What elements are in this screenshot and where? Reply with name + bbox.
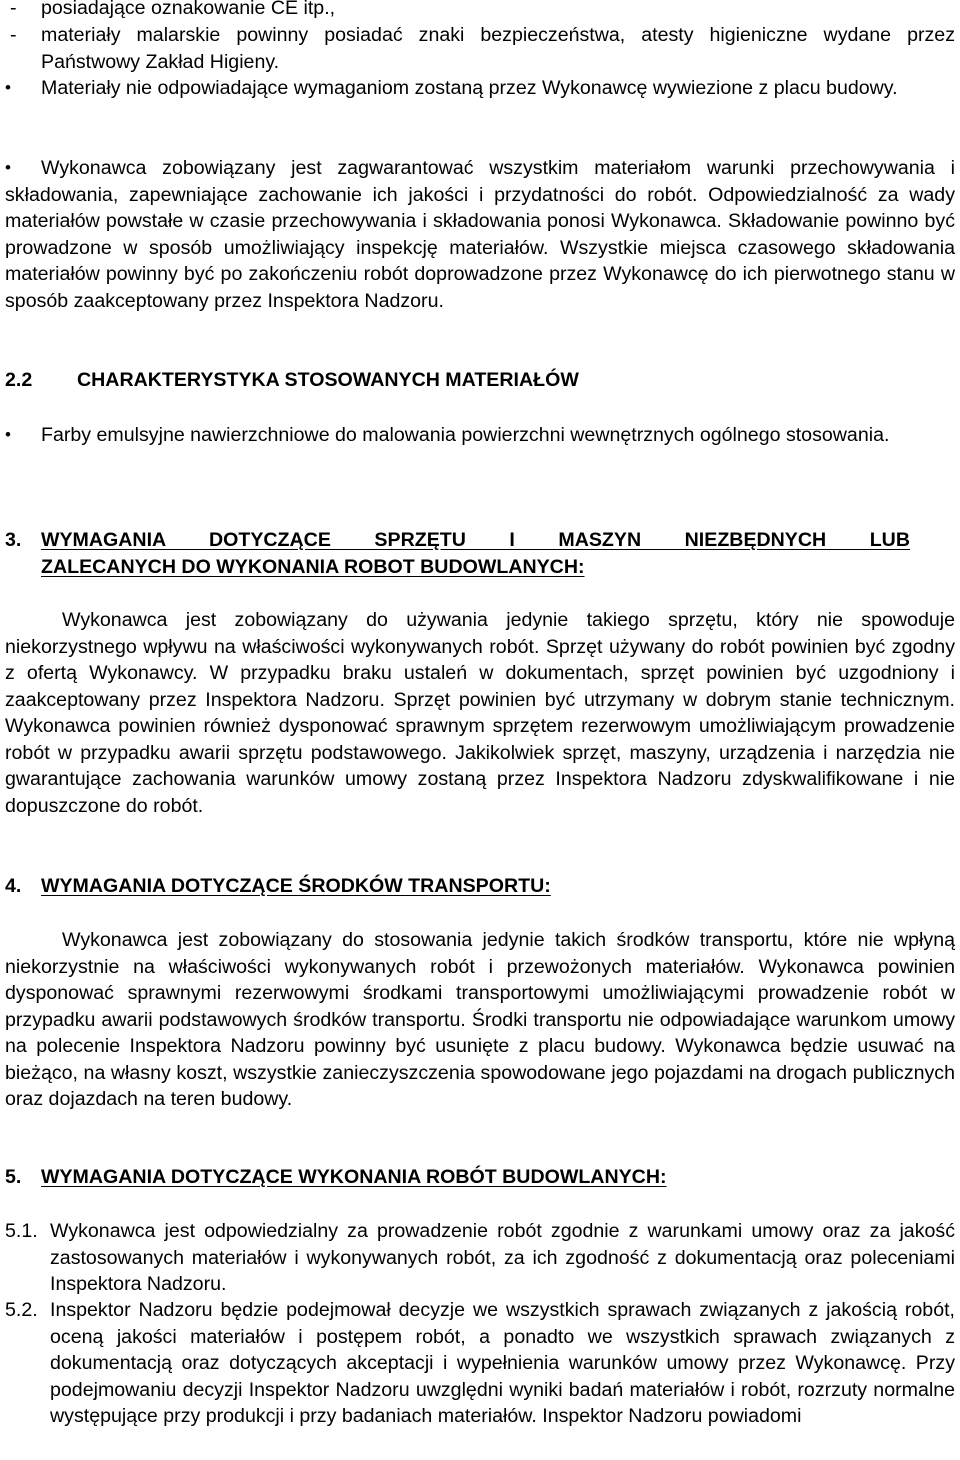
dash-marker: - (10, 0, 17, 19)
bullet-item (5, 75, 955, 102)
list-item (10, 0, 955, 22)
dash-marker: - (10, 24, 17, 46)
bullet-item-text: Materiały nie odpowiadające wymaganiom zostaną przez Wykonawcę wywiezione z placu budowy. (41, 77, 898, 99)
item-text: Wykonawca jest odpowiedzialny za prowadzenie robót zgodnie z warunkami umowy oraz za jakość zastosowanych materiałów i wykonywanych robót, za ich zgodność z dokumentacją oraz poleceniami Inspektora Nadzoru. (50, 1220, 955, 1295)
section-title: WYMAGANIA DOTYCZĄCE WYKONANIA ROBÓT BUDOWLANYCH: (41, 1166, 667, 1188)
section-number: 4. (5, 875, 22, 897)
bullet-marker: • (5, 158, 11, 177)
bullet-marker: • (5, 425, 11, 444)
list-item-text: posiadające oznakowanie CE itp., (41, 0, 336, 19)
section-number: 2.2 (5, 369, 33, 391)
section-title-line: ZALECANYCH DO WYKONANIA ROBOT BUDOWLANYCH: (41, 555, 585, 578)
bullet-marker: • (5, 78, 11, 97)
section-number: 5. (5, 1166, 22, 1188)
list-item (10, 22, 955, 75)
section-heading (5, 873, 955, 900)
section-title: CHARAKTERYSTYKA STOSOWANYCH MATERIAŁÓW (77, 369, 579, 391)
section-body: Wykonawca jest zobowiązany do stosowania jedynie takich środków transportu, które nie wpłyną niekorzystnie na właściwości wykonywanych robót i przewożonych materiałów. Wykonawca powinien dysponować sprawnymi rezerwowymi środkami transportowymi umożliwiającymi prowadzenie robót w przypadku awarii podstawowych środków transportu. Środki transportu nie odpowiadające warunkom umowy na polecenie Inspektora Nadzoru powinny być usunięte z placu budowy. Wykonawca będzie usuwać na bieżąco, na własny koszt, wszystkie zanieczyszczenia spowodowane jego pojazdami na drogach publicznych oraz dojazdach na teren budowy. (5, 929, 955, 1110)
list-item-text: materiały malarskie powinny posiadać znaki bezpieczeństwa, atesty higieniczne wydane przez Państwowy Zakład Higieny. (41, 24, 955, 73)
section-heading (5, 367, 955, 394)
section-heading (5, 527, 955, 580)
section-title-line: WYMAGANIA DOTYCZĄCE SPRZĘTU I MASZYN NIEZBĘDNYCH LUB (41, 529, 910, 551)
bullet-item (5, 422, 955, 449)
bullet-item-text: Wykonawca zobowiązany jest zagwarantować wszystkim materiałom warunki przechowywania i składowania, zapewniające zachowanie ich jakości i przydatności do robót. Odpowiedzialność za wady materiałów powstałe w czasie przechowywania i składowania ponosi Wykonawca. Składowanie powinno być prowadzone w sposób umożliwiający inspekcję materiałów. Wszystkie miejsca czasowego składowania materiałów powinny być po zakończeniu robót doprowadzone przez Wykonawcę do ich pierwotnego stanu w sposób zaakceptowany przez Inspektora Nadzoru. (5, 157, 955, 312)
numbered-item (5, 1297, 955, 1430)
section-title: WYMAGANIA DOTYCZĄCE ŚRODKÓW TRANSPORTU: (41, 875, 551, 897)
section-body: Wykonawca jest zobowiązany do używania jedynie takiego sprzętu, który nie spowoduje niekorzystnego wpływu na właściwości wykonywanych robót. Sprzęt używany do robót powinien być zgodny z ofertą Wykonawcy. W przypadku braku ustaleń w dokumentach, sprzęt powinien być uzgodniony i zaakceptowany przez Inspektora Nadzoru. Sprzęt powinien być utrzymany w dobrym stanie technicznym. Wykonawca powinien również dysponować sprawnym sprzętem rezerwowym umożliwiającym prowadzenie robót w przypadku awarii sprzętu podstawowego. Jakikolwiek sprzęt, maszyny, urządzenia i narzędzia nie gwarantujące zachowania warunków umowy zostaną przez Inspektora Nadzoru zdyskwalifikowane i nie dopuszczone do robót. (5, 609, 955, 817)
numbered-item (5, 1218, 955, 1298)
bullet-item-text: Farby emulsyjne nawierzchniowe do malowania powierzchni wewnętrznych ogólnego stosowania. (41, 424, 890, 446)
item-number: 5.1. (5, 1220, 38, 1242)
section-number: 3. (5, 529, 22, 551)
section-heading (5, 1164, 955, 1191)
item-text: Inspektor Nadzoru będzie podejmował decyzje we wszystkich sprawach związanych z jakością robót, oceną jakości materiałów i postępem robót, a ponadto we wszystkich sprawach związanych z dokumentacją oraz dotyczących akceptacji i wypełnienia warunków umowy przez Wykonawcę. Przy podejmowaniu decyzji Inspektor Nadzoru uwzględni wyniki badań materiałów i robót, rozrzuty normalne występujące przy produkcji i przy badaniach materiałów. Inspektor Nadzoru powiadomi (50, 1299, 955, 1427)
bullet-item (5, 155, 955, 314)
item-number: 5.2. (5, 1299, 38, 1321)
